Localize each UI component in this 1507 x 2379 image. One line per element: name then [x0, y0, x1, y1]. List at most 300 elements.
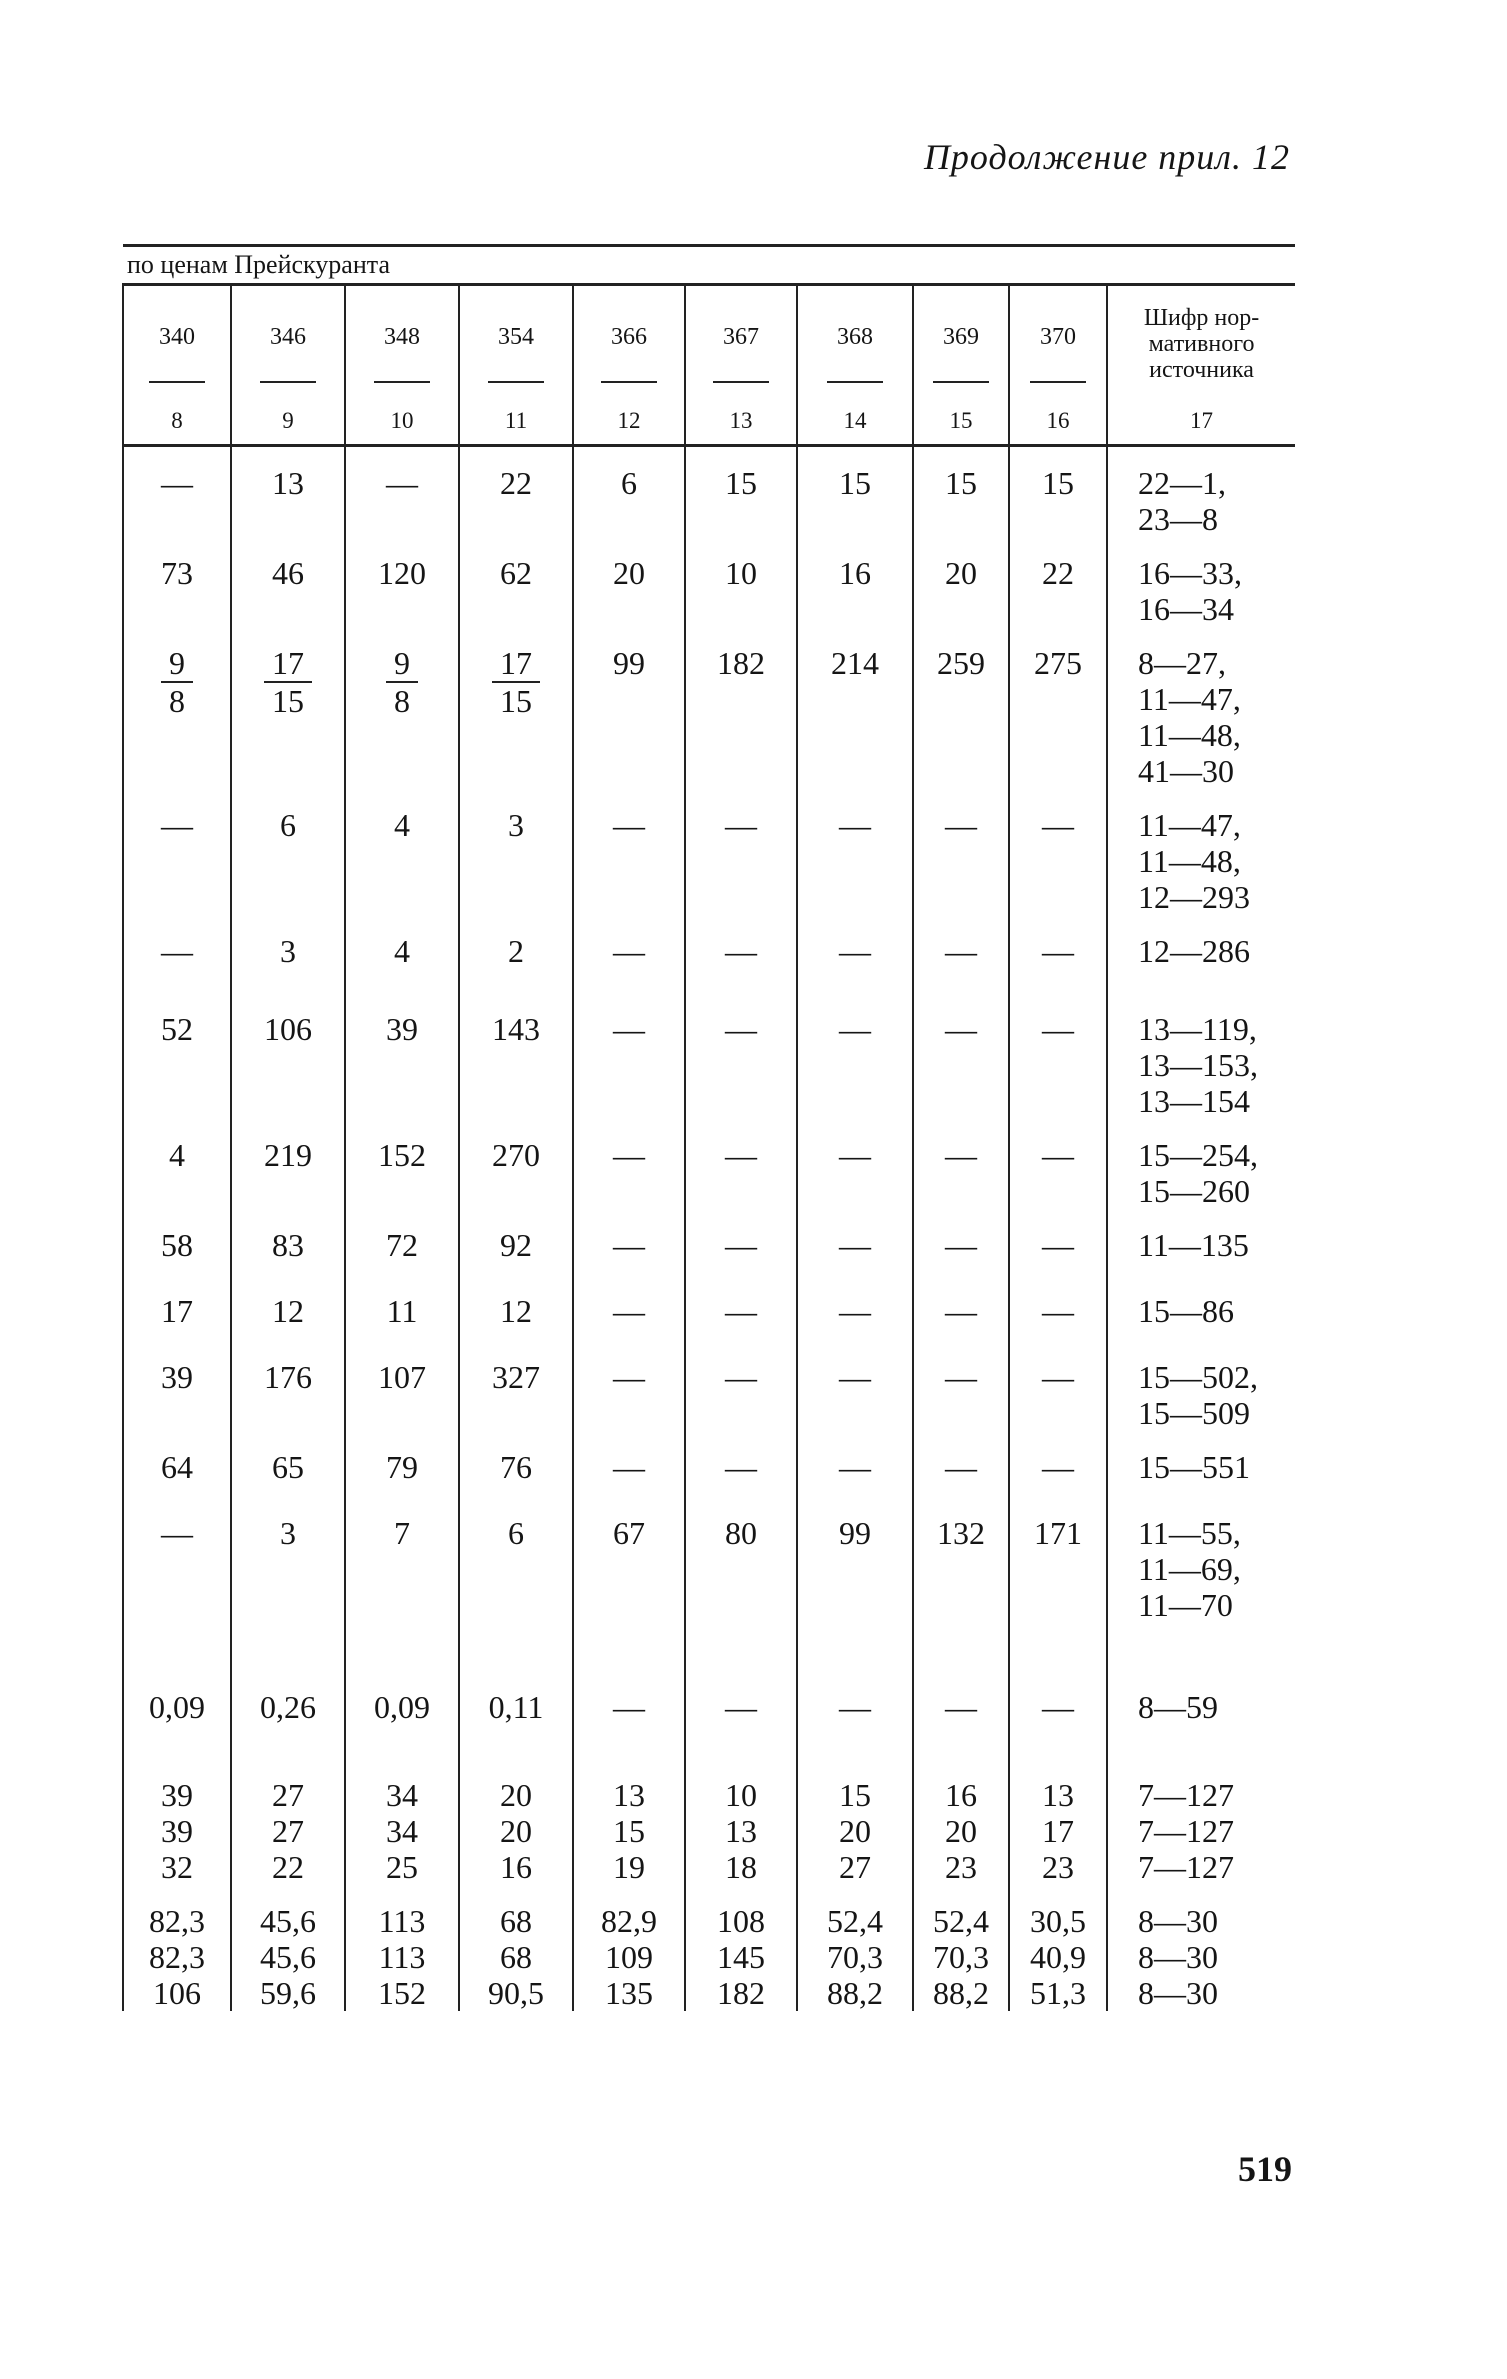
table-row	[123, 1119, 1295, 1209]
table-cell	[345, 1885, 459, 2011]
stacked-values	[686, 1903, 796, 2011]
stacked-values	[1010, 1777, 1106, 1885]
source-cell	[1107, 1885, 1295, 2011]
column-header-row	[123, 285, 1295, 399]
stacked-value: 82,9	[601, 1903, 657, 1939]
stacked-value: 30,5	[1030, 1903, 1086, 1939]
column-code: 354	[488, 323, 544, 383]
source-cell	[1107, 446, 1295, 538]
table-cell: 79	[345, 1431, 459, 1497]
table-cell: —	[123, 915, 231, 993]
table-cell	[231, 627, 345, 789]
table-cell: —	[123, 446, 231, 538]
stacked-value: 17	[1042, 1813, 1074, 1849]
source-cell	[1107, 1119, 1295, 1209]
table-cell: —	[685, 993, 797, 1119]
table-cell: —	[573, 789, 685, 915]
stacked-value: 106	[153, 1975, 201, 2011]
stacked-value: 135	[605, 1975, 653, 2011]
table-cell: 46	[231, 537, 345, 627]
source-cell	[1107, 627, 1295, 789]
stacked-values	[460, 1903, 572, 2011]
table-cell: 16	[797, 537, 913, 627]
source-code: 15—502,	[1138, 1359, 1258, 1395]
stacked-values	[574, 1777, 684, 1885]
source-code: 15—551	[1138, 1449, 1250, 1485]
column-header	[231, 285, 345, 399]
table-cell: —	[913, 1671, 1009, 1759]
column-header	[797, 285, 913, 399]
table-row	[123, 1759, 1295, 1885]
table-cell: 3	[231, 1497, 345, 1671]
table-cell: 62	[459, 537, 573, 627]
stacked-value: 82,3	[149, 1939, 205, 1975]
source-cell	[1107, 1209, 1295, 1275]
column-number: 13	[685, 398, 797, 446]
column-header	[123, 285, 231, 399]
stacked-value: 68	[500, 1903, 532, 1939]
source-code: 41—30	[1138, 753, 1234, 789]
table-cell	[913, 1759, 1009, 1885]
stacked-value: 88,2	[827, 1975, 883, 2011]
table-cell	[231, 1759, 345, 1885]
table-cell	[345, 1759, 459, 1885]
table-cell: 83	[231, 1209, 345, 1275]
table-cell: 12	[459, 1275, 573, 1341]
fraction-numerator: 9	[161, 645, 193, 683]
table-cell: 120	[345, 537, 459, 627]
stacked-value: 82,3	[149, 1903, 205, 1939]
price-label-row	[123, 246, 1295, 285]
table-cell: 22	[459, 446, 573, 538]
table-cell: —	[573, 1431, 685, 1497]
table-cell: —	[573, 915, 685, 993]
source-cell	[1107, 1431, 1295, 1497]
source-code: 11—69,	[1138, 1551, 1241, 1587]
source-code: 11—70	[1138, 1587, 1233, 1623]
table-cell: 11	[345, 1275, 459, 1341]
stacked-value: 152	[378, 1975, 426, 2011]
table-cell: —	[345, 446, 459, 538]
table-cell: 270	[459, 1119, 573, 1209]
stacked-value: 23	[1042, 1849, 1074, 1885]
column-code: 348	[374, 323, 430, 383]
source-code: 7—127	[1138, 1849, 1234, 1885]
column-header	[459, 285, 573, 399]
fraction-value	[161, 645, 193, 719]
table-cell: 15	[1009, 446, 1107, 538]
source-cell	[1107, 915, 1295, 993]
source-code: 13—153,	[1138, 1047, 1258, 1083]
fraction-numerator: 9	[386, 645, 418, 683]
stacked-value: 68	[500, 1939, 532, 1975]
table-cell: 4	[123, 1119, 231, 1209]
fraction-numerator: 17	[492, 645, 540, 683]
table-row	[123, 1671, 1295, 1759]
stacked-value: 27	[839, 1849, 871, 1885]
table-cell: 76	[459, 1431, 573, 1497]
table-cell: 0,11	[459, 1671, 573, 1759]
table-cell: 4	[345, 789, 459, 915]
table-cell: 15	[797, 446, 913, 538]
stacked-value: 16	[945, 1777, 977, 1813]
column-number-row	[123, 398, 1295, 446]
stacked-value: 45,6	[260, 1939, 316, 1975]
source-code: 7—127	[1138, 1777, 1234, 1813]
column-code: 367	[713, 323, 769, 383]
table-cell: —	[797, 1671, 913, 1759]
source-code: 8—27,	[1138, 645, 1226, 681]
table-cell: —	[573, 1275, 685, 1341]
table-cell: 99	[797, 1497, 913, 1671]
table-cell: —	[913, 1209, 1009, 1275]
table-cell: 39	[345, 993, 459, 1119]
table-cell: —	[913, 789, 1009, 915]
table-row	[123, 1341, 1295, 1431]
stacked-value: 16	[500, 1849, 532, 1885]
table-cell: —	[797, 789, 913, 915]
stacked-values	[232, 1903, 344, 2011]
column-number: 14	[797, 398, 913, 446]
table-cell: —	[1009, 1119, 1107, 1209]
source-column-header	[1107, 285, 1295, 399]
table-row	[123, 1275, 1295, 1341]
table-cell	[345, 627, 459, 789]
table-cell	[573, 1759, 685, 1885]
table-cell: 52	[123, 993, 231, 1119]
table-row	[123, 537, 1295, 627]
stacked-value: 34	[386, 1813, 418, 1849]
table-cell: —	[913, 1431, 1009, 1497]
table-row	[123, 627, 1295, 789]
column-number: 8	[123, 398, 231, 446]
table-cell: —	[1009, 789, 1107, 915]
stacked-value: 13	[613, 1777, 645, 1813]
source-code: 11—48,	[1138, 717, 1241, 753]
stacked-value: 88,2	[933, 1975, 989, 2011]
source-code: 23—8	[1138, 501, 1218, 537]
table-cell: 171	[1009, 1497, 1107, 1671]
table-cell: 143	[459, 993, 573, 1119]
stacked-value: 109	[605, 1939, 653, 1975]
source-code: 8—30	[1138, 1903, 1218, 1939]
table-row	[123, 1497, 1295, 1671]
table-cell	[685, 1759, 797, 1885]
table-row	[123, 446, 1295, 538]
column-code: 366	[601, 323, 657, 383]
fraction-denominator: 8	[169, 683, 185, 719]
table-row	[123, 993, 1295, 1119]
column-code: 340	[149, 323, 205, 383]
table-cell: —	[123, 789, 231, 915]
table-cell: 80	[685, 1497, 797, 1671]
table-cell: —	[1009, 1671, 1107, 1759]
table-cell: 73	[123, 537, 231, 627]
table-cell: —	[797, 1119, 913, 1209]
table-cell: —	[685, 1341, 797, 1431]
table-cell: 4	[345, 915, 459, 993]
source-cell	[1107, 1497, 1295, 1671]
table-cell: 22	[1009, 537, 1107, 627]
table-cell: 176	[231, 1341, 345, 1431]
stacked-value: 52,4	[827, 1903, 883, 1939]
table-cell: 219	[231, 1119, 345, 1209]
table-row	[123, 1209, 1295, 1275]
table-cell: 67	[573, 1497, 685, 1671]
stacked-value: 15	[613, 1813, 645, 1849]
stacked-values	[232, 1777, 344, 1885]
source-code: 11—48,	[1138, 843, 1241, 879]
table-cell: 20	[913, 537, 1009, 627]
table-cell: 6	[573, 446, 685, 538]
stacked-value: 70,3	[933, 1939, 989, 1975]
stacked-values	[346, 1903, 458, 2011]
source-cell	[1107, 1341, 1295, 1431]
table-row	[123, 1431, 1295, 1497]
source-cell	[1107, 1275, 1295, 1341]
source-cell	[1107, 789, 1295, 915]
stacked-values	[798, 1903, 912, 2011]
stacked-value: 40,9	[1030, 1939, 1086, 1975]
table-cell: —	[685, 1209, 797, 1275]
stacked-value: 32	[161, 1849, 193, 1885]
table-cell: 182	[685, 627, 797, 789]
stacked-values	[124, 1903, 230, 2011]
stacked-values	[460, 1777, 572, 1885]
stacked-values	[574, 1903, 684, 2011]
fraction-denominator: 8	[394, 683, 410, 719]
source-code: 8—30	[1138, 1939, 1218, 1975]
table-cell: 0,26	[231, 1671, 345, 1759]
table-cell: 7	[345, 1497, 459, 1671]
table-cell	[797, 1759, 913, 1885]
table-cell: —	[1009, 993, 1107, 1119]
stacked-values	[1010, 1903, 1106, 2011]
table-cell: 12	[231, 1275, 345, 1341]
table-cell: —	[573, 1671, 685, 1759]
stacked-value: 18	[725, 1849, 757, 1885]
table-cell	[123, 1885, 231, 2011]
table-cell: 15	[913, 446, 1009, 538]
table-cell	[459, 627, 573, 789]
source-cell	[1107, 537, 1295, 627]
stacked-values	[914, 1777, 1008, 1885]
fraction-value	[264, 645, 312, 719]
table-cell: 3	[459, 789, 573, 915]
source-code: 11—135	[1138, 1227, 1249, 1263]
table-cell: —	[797, 915, 913, 993]
table-cell: 107	[345, 1341, 459, 1431]
table-cell: 152	[345, 1119, 459, 1209]
table-cell: 10	[685, 537, 797, 627]
table-cell: 15	[685, 446, 797, 538]
column-header	[1009, 285, 1107, 399]
stacked-value: 113	[378, 1903, 426, 1939]
table-cell: —	[797, 993, 913, 1119]
fraction-value	[492, 645, 540, 719]
table-cell	[1009, 1885, 1107, 2011]
table-cell: —	[685, 1431, 797, 1497]
stacked-value: 108	[717, 1903, 765, 1939]
stacked-value: 39	[161, 1813, 193, 1849]
source-code: 12—293	[1138, 879, 1250, 915]
table-cell: —	[573, 1119, 685, 1209]
stacked-value: 13	[1042, 1777, 1074, 1813]
source-code: 16—34	[1138, 591, 1234, 627]
stacked-values	[346, 1777, 458, 1885]
stacked-values	[914, 1903, 1008, 2011]
table-cell	[913, 1885, 1009, 2011]
stacked-values	[124, 1777, 230, 1885]
column-number: 12	[573, 398, 685, 446]
table-cell: 39	[123, 1341, 231, 1431]
table-cell: —	[573, 1209, 685, 1275]
table-cell: 64	[123, 1431, 231, 1497]
source-code: 11—47,	[1138, 681, 1241, 717]
stacked-value: 20	[500, 1813, 532, 1849]
source-code: 22—1,	[1138, 465, 1226, 501]
source-cell	[1107, 993, 1295, 1119]
column-code: 368	[827, 323, 883, 383]
source-code: 15—254,	[1138, 1137, 1258, 1173]
source-code: 11—55,	[1138, 1515, 1241, 1551]
table-cell: 106	[231, 993, 345, 1119]
table-cell: —	[573, 993, 685, 1119]
source-header-line: Шифр нор-	[1143, 305, 1260, 331]
table-cell: —	[123, 1497, 231, 1671]
table-cell: 132	[913, 1497, 1009, 1671]
stacked-value: 182	[717, 1975, 765, 2011]
table-cell: —	[1009, 1209, 1107, 1275]
table-cell: —	[685, 1275, 797, 1341]
table-cell	[797, 1885, 913, 2011]
source-code: 15—509	[1138, 1395, 1250, 1431]
source-cell	[1107, 1671, 1295, 1759]
table-cell: 13	[231, 446, 345, 538]
stacked-value: 27	[272, 1813, 304, 1849]
column-header	[913, 285, 1009, 399]
table-cell: —	[685, 1671, 797, 1759]
table-row	[123, 789, 1295, 915]
table-cell: —	[1009, 1431, 1107, 1497]
source-code: 15—260	[1138, 1173, 1250, 1209]
stacked-value: 51,3	[1030, 1975, 1086, 2011]
table-cell: 327	[459, 1341, 573, 1431]
table-cell: 6	[231, 789, 345, 915]
table-cell: 0,09	[123, 1671, 231, 1759]
table-cell: —	[685, 915, 797, 993]
source-code: 11—47,	[1138, 807, 1241, 843]
stacked-value: 20	[839, 1813, 871, 1849]
table-cell: —	[797, 1431, 913, 1497]
source-code: 12—286	[1138, 933, 1250, 969]
source-header-line: источника	[1149, 357, 1254, 383]
table-cell: 275	[1009, 627, 1107, 789]
stacked-value: 20	[500, 1777, 532, 1813]
column-header	[345, 285, 459, 399]
table-cell: —	[913, 993, 1009, 1119]
column-number: 17	[1107, 398, 1295, 446]
source-code: 8—30	[1138, 1975, 1218, 2011]
stacked-value: 145	[717, 1939, 765, 1975]
column-number: 10	[345, 398, 459, 446]
fraction-denominator: 15	[500, 683, 532, 719]
stacked-value: 23	[945, 1849, 977, 1885]
table-cell	[1009, 1759, 1107, 1885]
stacked-value: 52,4	[933, 1903, 989, 1939]
table-cell: —	[913, 1119, 1009, 1209]
stacked-value: 25	[386, 1849, 418, 1885]
table-cell: 214	[797, 627, 913, 789]
table-cell: 65	[231, 1431, 345, 1497]
stacked-value: 39	[161, 1777, 193, 1813]
table-cell: 17	[123, 1275, 231, 1341]
stacked-value: 113	[378, 1939, 426, 1975]
source-header-line: мативного	[1148, 331, 1255, 357]
stacked-value: 13	[725, 1813, 757, 1849]
table-cell	[123, 1759, 231, 1885]
page-number: 519	[1238, 2149, 1292, 2189]
stacked-value: 59,6	[260, 1975, 316, 2011]
table-cell: 6	[459, 1497, 573, 1671]
table-cell	[231, 1885, 345, 2011]
table-row	[123, 1885, 1295, 2011]
column-code: 370	[1030, 323, 1086, 383]
table-cell: 92	[459, 1209, 573, 1275]
column-code: 346	[260, 323, 316, 383]
stacked-value: 15	[839, 1777, 871, 1813]
table-cell	[459, 1759, 573, 1885]
table-cell: —	[1009, 1341, 1107, 1431]
data-table	[122, 244, 1295, 2011]
price-label: по ценам Прейскуранта	[123, 246, 1295, 285]
stacked-value: 27	[272, 1777, 304, 1813]
table-cell	[459, 1885, 573, 2011]
table-cell: —	[1009, 1275, 1107, 1341]
table-cell: —	[685, 1119, 797, 1209]
table-cell: —	[797, 1209, 913, 1275]
stacked-values	[798, 1777, 912, 1885]
column-header	[685, 285, 797, 399]
table-cell	[123, 627, 231, 789]
table-cell: —	[913, 1341, 1009, 1431]
table-cell: 72	[345, 1209, 459, 1275]
stacked-value: 90,5	[488, 1975, 544, 2011]
source-code: 15—86	[1138, 1293, 1234, 1329]
table-cell: 3	[231, 915, 345, 993]
column-number: 16	[1009, 398, 1107, 446]
table-cell: 99	[573, 627, 685, 789]
fraction-value	[386, 645, 418, 719]
stacked-value: 19	[613, 1849, 645, 1885]
table-row	[123, 915, 1295, 993]
stacked-value: 22	[272, 1849, 304, 1885]
column-code: 369	[933, 323, 989, 383]
table-cell: —	[913, 915, 1009, 993]
source-code: 13—119,	[1138, 1011, 1257, 1047]
table-cell	[573, 1885, 685, 2011]
table-cell: —	[797, 1341, 913, 1431]
table-cell: 259	[913, 627, 1009, 789]
column-number: 11	[459, 398, 573, 446]
source-code: 7—127	[1138, 1813, 1234, 1849]
table-cell: —	[913, 1275, 1009, 1341]
stacked-value: 20	[945, 1813, 977, 1849]
stacked-value: 10	[725, 1777, 757, 1813]
column-number: 9	[231, 398, 345, 446]
column-number: 15	[913, 398, 1009, 446]
column-header	[573, 285, 685, 399]
